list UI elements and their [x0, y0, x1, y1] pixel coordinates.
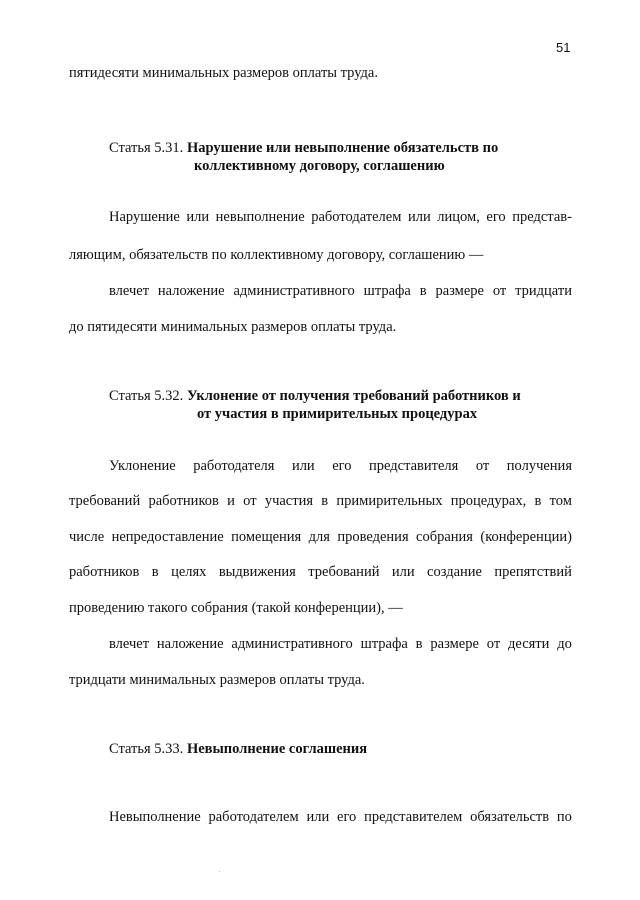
word: числе: [69, 529, 105, 545]
word: штрафа: [363, 283, 411, 299]
word: представителя: [369, 458, 459, 474]
word: проведения: [337, 529, 409, 545]
article-5-31-heading: [109, 139, 498, 157]
word: в: [321, 493, 329, 509]
word: десяти: [508, 636, 550, 652]
word: от: [492, 283, 507, 299]
article-5-31-para2-line2: до пятидесяти минимальных размеров оплаты труда.: [69, 319, 397, 335]
word: получения: [506, 458, 572, 474]
word: по: [556, 809, 572, 825]
word: примирительных: [336, 493, 443, 509]
article-5-31-para1-line2: ляющим, обязательств по коллективному договору, соглашению —: [69, 247, 484, 263]
word: наложение: [157, 283, 225, 299]
word: лицом,: [437, 209, 480, 225]
article-5-32-para1-line3: [69, 528, 572, 546]
word: невыполнение: [215, 209, 305, 225]
word: создание: [427, 564, 482, 580]
article-5-32-para1-line2: [69, 492, 572, 510]
word: Нарушение: [109, 209, 180, 225]
word: работодателем: [311, 209, 402, 225]
word: помещения: [231, 529, 302, 545]
word: участия: [264, 493, 314, 509]
word: выдвижения: [218, 564, 296, 580]
article-5-32-para1-line4: [69, 563, 572, 581]
word: или: [306, 809, 330, 825]
carryover-line: пятидесяти минимальных размеров оплаты труда.: [69, 65, 378, 81]
word: размере: [435, 283, 484, 299]
word: от: [486, 636, 501, 652]
word: препятствий: [494, 564, 572, 580]
word: представителем: [364, 809, 463, 825]
word: требований: [69, 493, 141, 509]
word: влечет: [109, 636, 150, 652]
page-number: 51: [556, 40, 571, 55]
word: от: [475, 458, 490, 474]
article-5-32-para1-line1: [109, 457, 572, 475]
word: для: [308, 529, 330, 545]
article-5-33-heading: [109, 740, 367, 758]
word: или: [407, 209, 431, 225]
article-5-32-para1-line5: проведению такого собрания (такой конференции), —: [69, 600, 403, 616]
word: и: [227, 493, 235, 509]
word: в: [534, 493, 542, 509]
article-5-31-title-line2: коллективному договору, соглашению: [194, 158, 445, 174]
word: целях: [171, 564, 207, 580]
word: или: [186, 209, 210, 225]
word: административного: [231, 636, 353, 652]
word: его: [337, 809, 357, 825]
word: его: [486, 209, 506, 225]
word: процедурах,: [450, 493, 527, 509]
word: размере: [430, 636, 479, 652]
word: Уклонение: [109, 458, 176, 474]
article-5-33-label: Статья 5.33.: [109, 741, 184, 757]
word: обязательств: [470, 809, 550, 825]
article-5-31-para2-line1: [109, 282, 572, 300]
word: работодателем: [208, 809, 299, 825]
word: или: [391, 564, 415, 580]
word: до: [557, 636, 572, 652]
word: в: [151, 564, 159, 580]
article-5-31-title-line1: Нарушение или невыполнение обязательств по: [186, 140, 499, 156]
article-5-31-para1-line1: [109, 208, 572, 226]
word: тридцати: [515, 283, 572, 299]
word: Невыполнение: [109, 809, 201, 825]
word: работников: [148, 493, 219, 509]
word: работодателя: [193, 458, 275, 474]
word: собрания: [416, 529, 473, 545]
word: (конференции): [480, 529, 572, 545]
article-5-33-para1-line1: [109, 808, 572, 826]
word: в: [415, 636, 423, 652]
article-5-32-heading: [109, 387, 521, 405]
word: административного: [233, 283, 355, 299]
word: влечет: [109, 283, 150, 299]
scan-speck: [219, 871, 220, 872]
word: или: [291, 458, 315, 474]
word: том: [549, 493, 572, 509]
word: непредоставление: [111, 529, 224, 545]
article-5-32-para2-line2: тридцати минимальных размеров оплаты труда.: [69, 672, 365, 688]
word: его: [332, 458, 352, 474]
article-5-32-title-line1: Уклонение от получения требований работников и: [186, 388, 521, 404]
word: требований: [308, 564, 380, 580]
article-5-33-title: Невыполнение соглашения: [186, 741, 368, 757]
article-5-31-label: Статья 5.31.: [109, 140, 184, 156]
article-5-32-title-line2: от участия в примирительных процедурах: [197, 406, 478, 422]
word: представ-: [512, 209, 572, 225]
word: в: [419, 283, 427, 299]
word: наложение: [156, 636, 224, 652]
word: от: [243, 493, 257, 509]
article-5-32-para2-line1: [109, 635, 572, 653]
article-5-32-label: Статья 5.32.: [109, 388, 184, 404]
word: штрафа: [360, 636, 408, 652]
word: работников: [69, 564, 140, 580]
